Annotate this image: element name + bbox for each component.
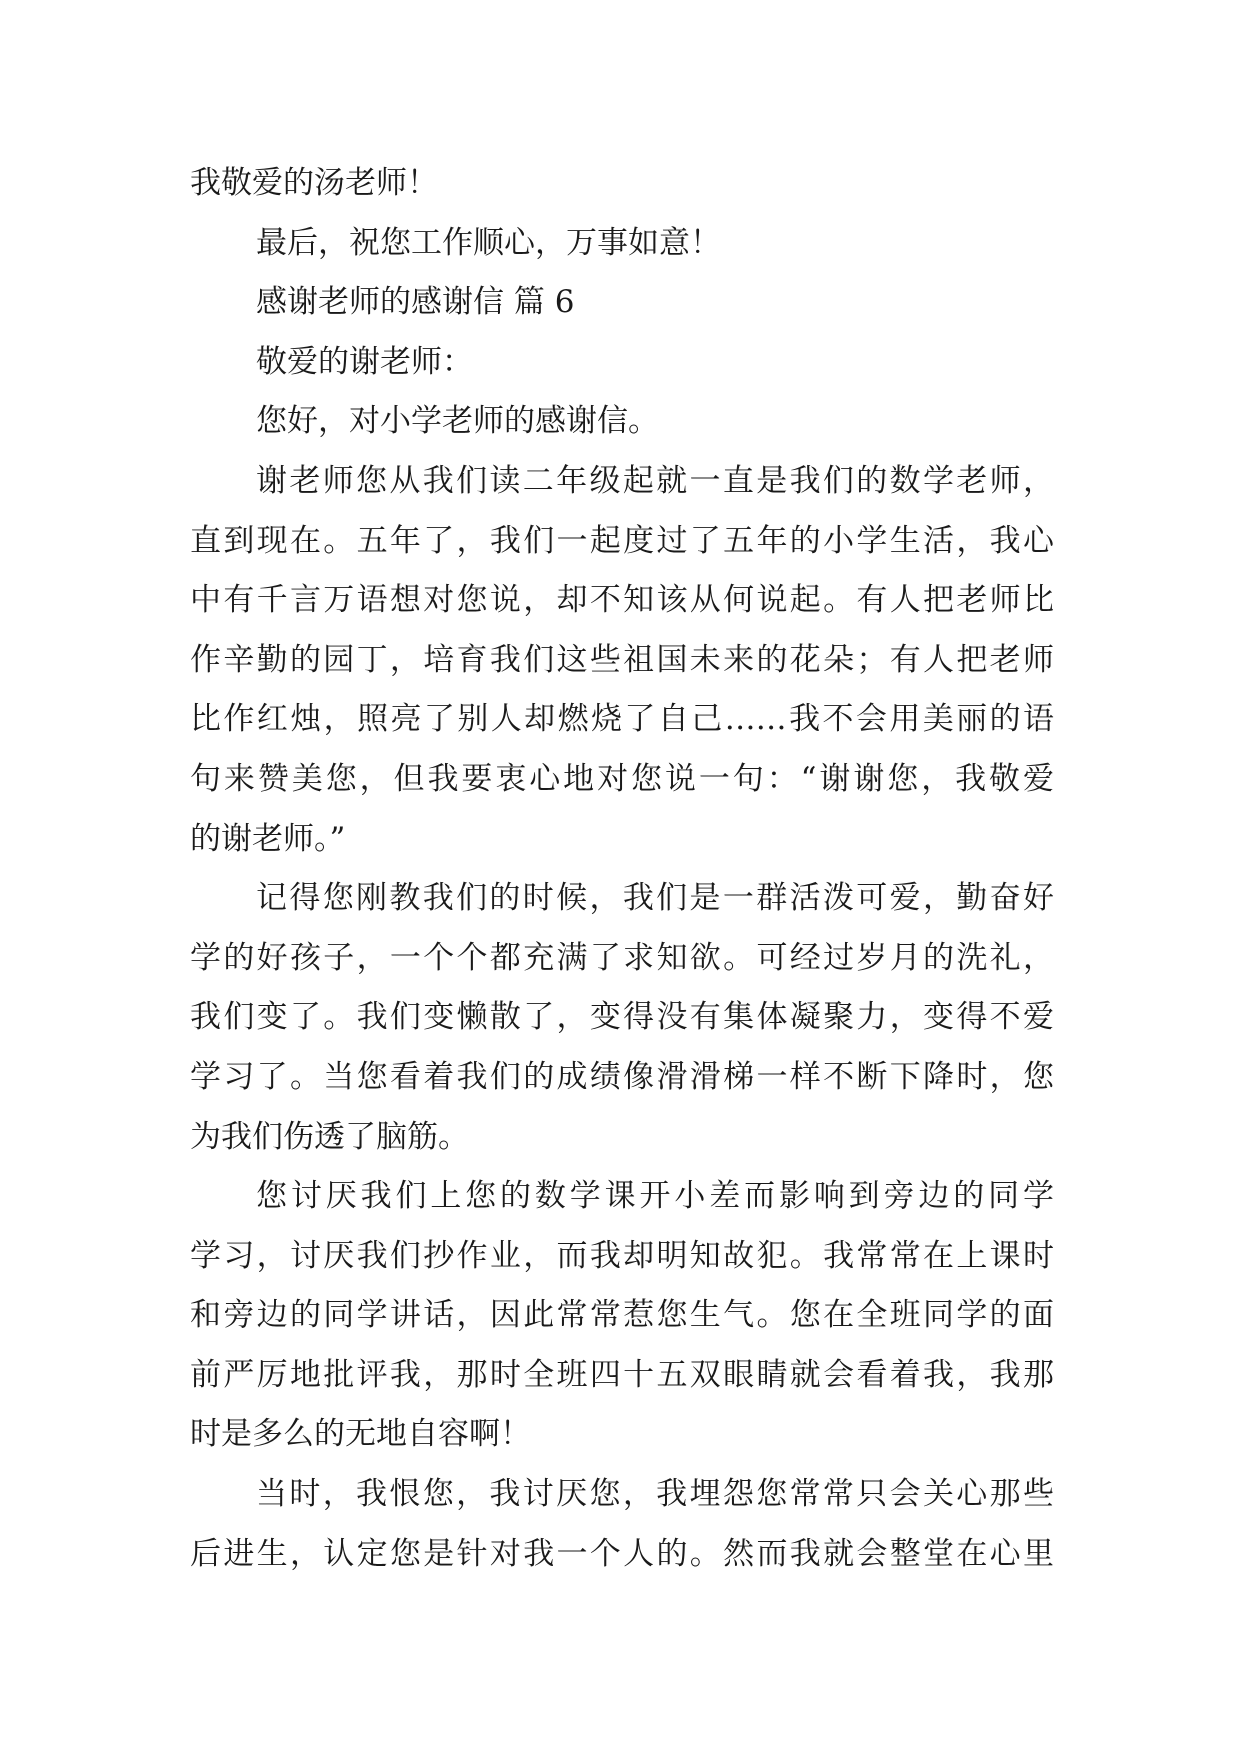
text-line	[190, 988, 1054, 1048]
text-line-content: 当时，我恨您，我讨厌您，我埋怨您常常只会关心那些	[256, 1476, 1054, 1513]
text-line	[190, 869, 1054, 929]
text-line	[190, 631, 1054, 691]
text-line	[190, 929, 1054, 989]
text-line-content: 为我们伤透了脑筋。	[190, 1118, 469, 1155]
text-line-content: 记得您刚教我们的时候，我们是一群活泼可爱，勤奋好	[256, 880, 1054, 917]
letter-body	[190, 154, 1054, 1584]
text-line	[190, 571, 1054, 631]
text-line	[190, 1405, 1054, 1465]
text-line	[190, 1108, 1054, 1168]
text-line	[190, 1525, 1054, 1585]
text-line	[190, 690, 1054, 750]
text-line-content: 我们变了。我们变懒散了，变得没有集体凝聚力，变得不爱	[190, 999, 1054, 1036]
text-line-content: 后进生，认定您是针对我一个人的。然而我就会整堂在心里	[190, 1535, 1054, 1572]
text-line-content: 感谢老师的感谢信 篇 6	[256, 284, 575, 321]
text-line-content: 您讨厌我们上您的数学课开小差而影响到旁边的同学	[256, 1178, 1054, 1215]
text-line-content: 比作红烛，照亮了别人却燃烧了自己……我不会用美丽的语	[190, 701, 1054, 738]
text-line	[190, 512, 1054, 572]
text-line-content: 句来赞美您，但我要衷心地对您说一句：“谢谢您，我敬爱	[190, 760, 1054, 797]
text-line	[190, 810, 1054, 870]
text-line	[190, 273, 1054, 333]
text-line-content: 最后，祝您工作顺心，万事如意！	[256, 224, 721, 261]
text-line-content: 前严厉地批评我，那时全班四十五双眼睛就会看着我，我那	[190, 1356, 1054, 1393]
text-line	[190, 333, 1054, 393]
text-line	[190, 214, 1054, 274]
text-line-content: 您好，对小学老师的感谢信。	[256, 403, 659, 440]
text-line	[190, 154, 1054, 214]
text-line-content: 的谢老师。”	[190, 820, 346, 857]
text-line	[190, 1346, 1054, 1406]
text-line	[190, 1286, 1054, 1346]
text-line-content: 中有千言万语想对您说，却不知该从何说起。有人把老师比	[190, 582, 1054, 619]
text-line-content: 敬爱的谢老师：	[256, 343, 473, 380]
text-line-content: 我敬爱的汤老师！	[190, 165, 438, 201]
text-line-content: 时是多么的无地自容啊！	[190, 1416, 531, 1453]
text-line-content: 作辛勤的园丁，培育我们这些祖国未来的花朵；有人把老师	[190, 641, 1054, 678]
text-line	[190, 1048, 1054, 1108]
text-line-content: 学习，讨厌我们抄作业，而我却明知故犯。我常常在上课时	[190, 1237, 1054, 1274]
text-line-content: 谢老师您从我们读二年级起就一直是我们的数学老师，	[256, 462, 1054, 499]
text-line	[190, 392, 1054, 452]
text-line-content: 学习了。当您看着我们的成绩像滑滑梯一样不断下降时，您	[190, 1058, 1054, 1095]
text-line	[190, 1227, 1054, 1287]
text-line	[190, 1167, 1054, 1227]
text-line	[190, 750, 1054, 810]
text-line	[190, 1465, 1054, 1525]
text-line-content: 学的好孩子，一个个都充满了求知欲。可经过岁月的洗礼，	[190, 939, 1054, 976]
text-line-content: 直到现在。五年了，我们一起度过了五年的小学生活，我心	[190, 522, 1054, 559]
text-line	[190, 452, 1054, 512]
text-line-content: 和旁边的同学讲话，因此常常惹您生气。您在全班同学的面	[190, 1297, 1054, 1334]
